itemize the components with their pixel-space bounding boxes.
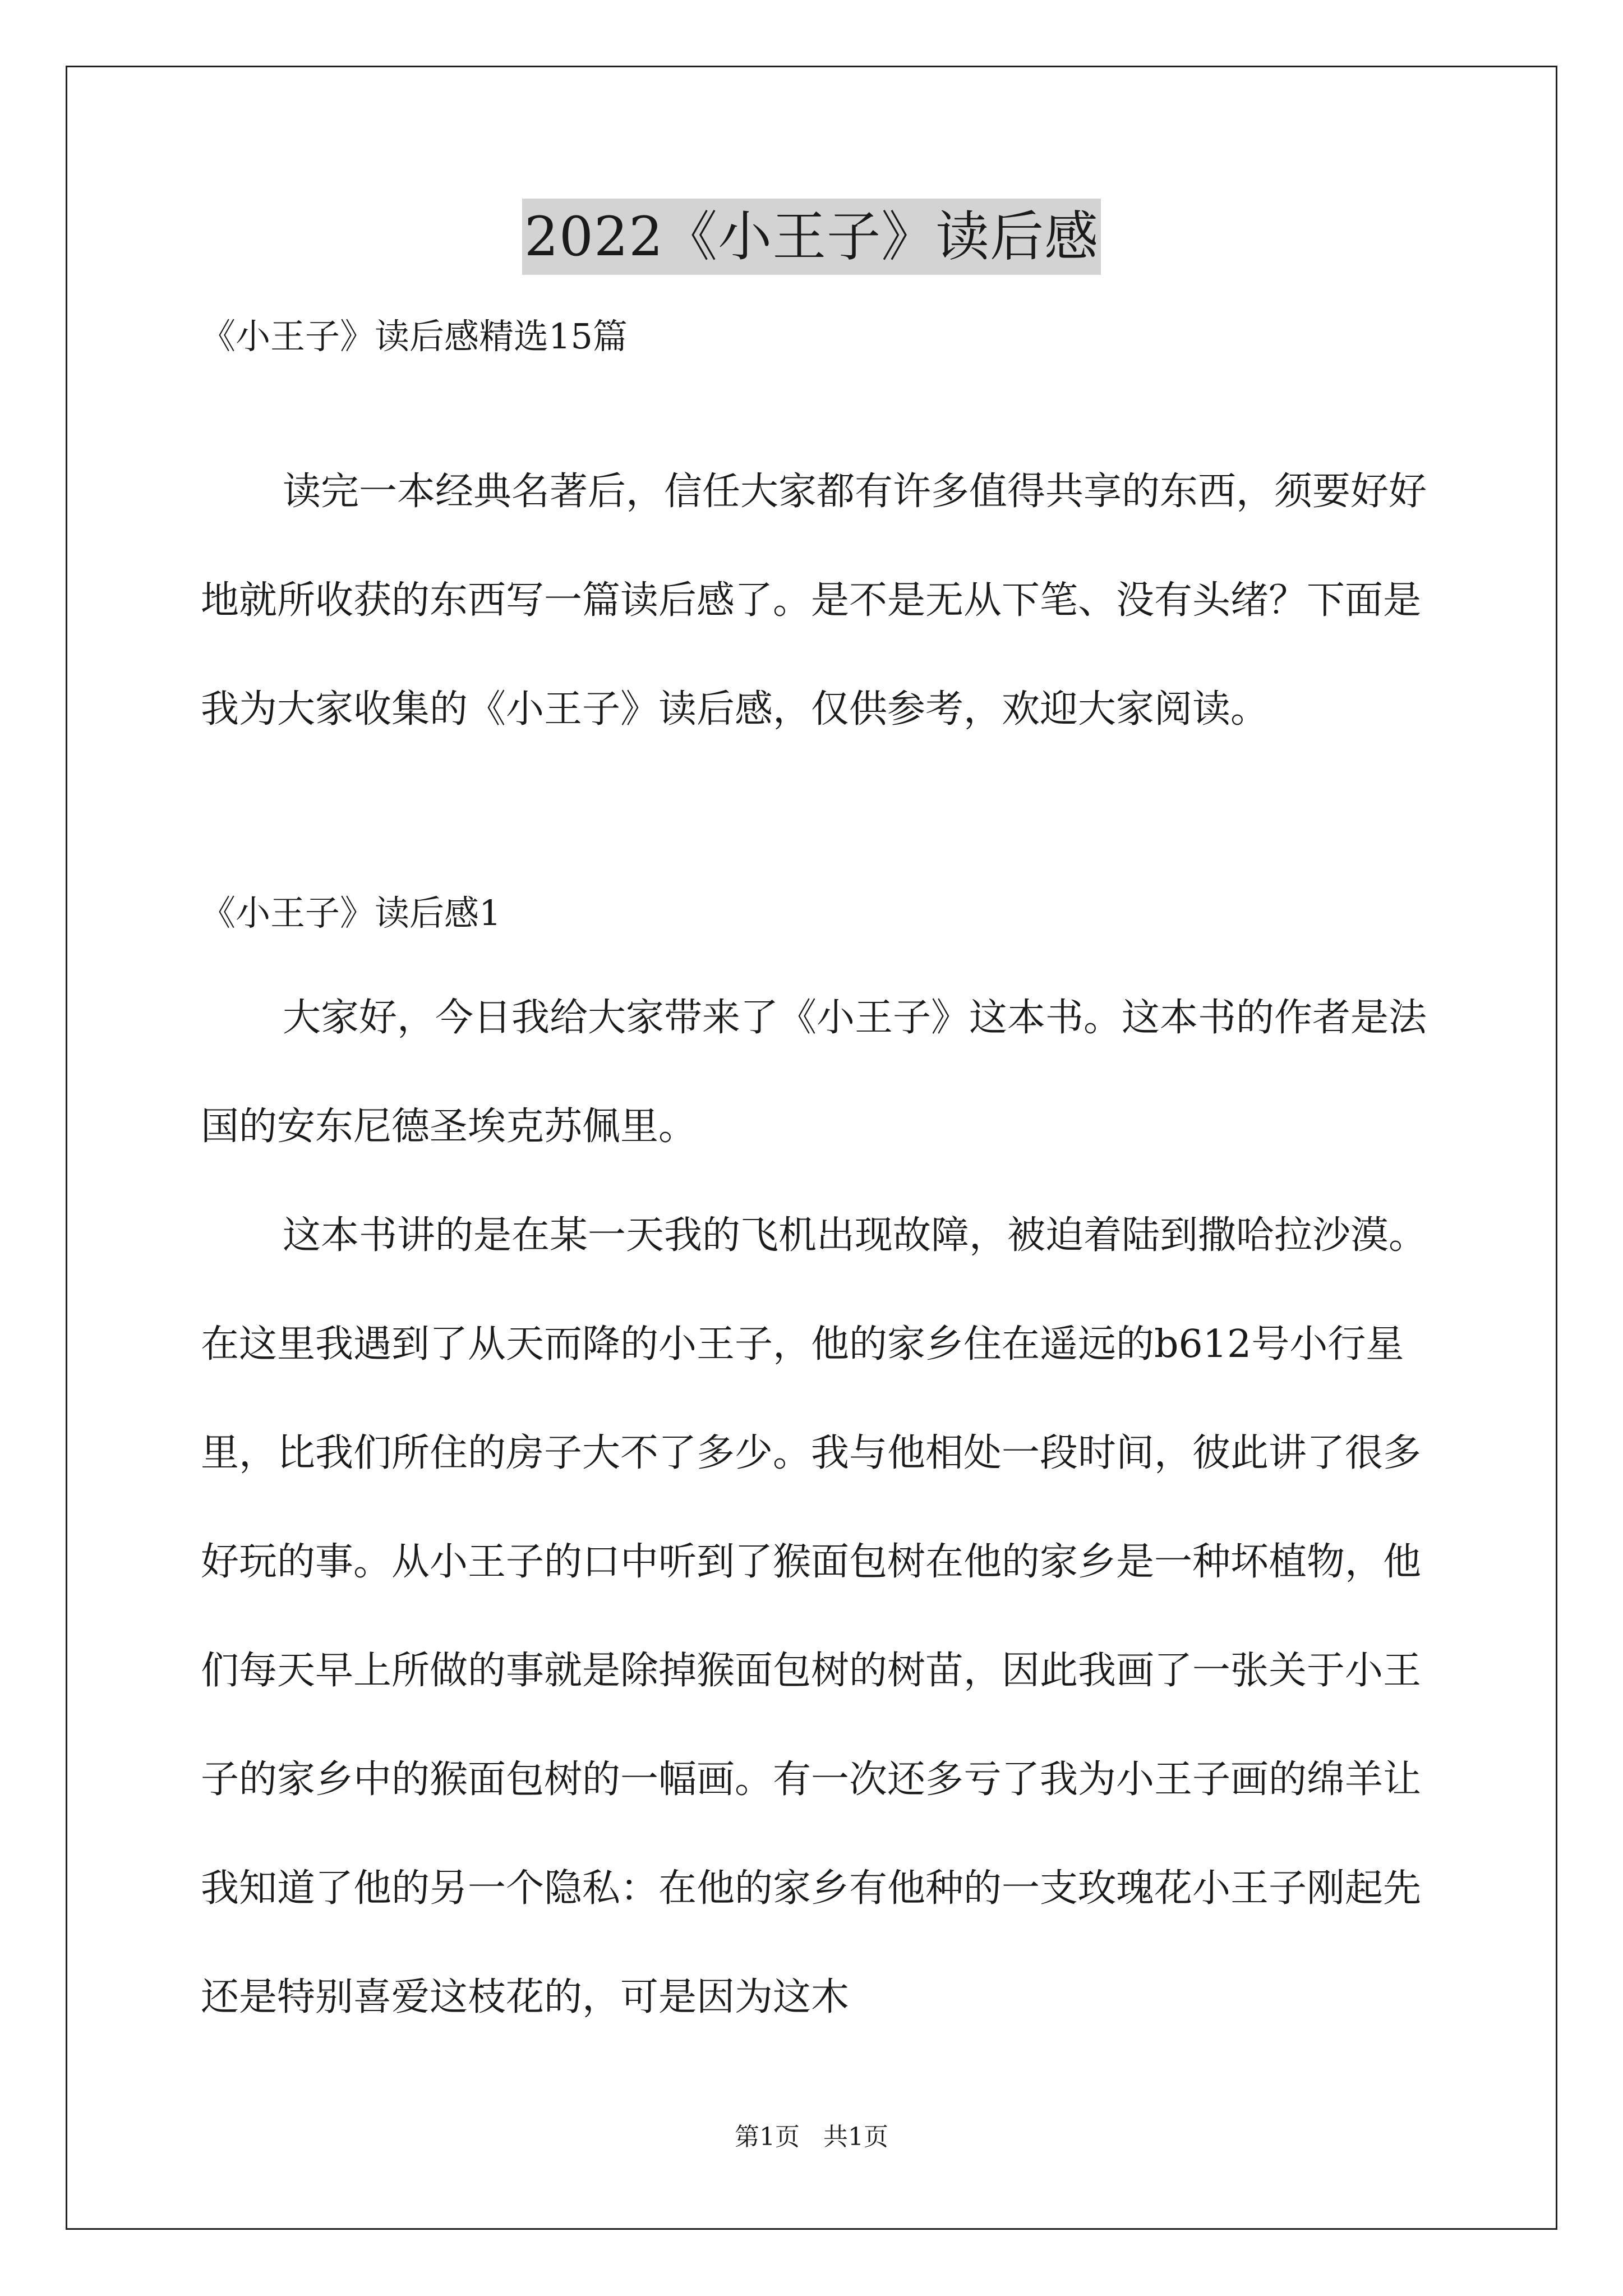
document-title: 2022《小王子》读后感 (522, 199, 1101, 275)
body-paragraph: 这本书讲的是在某一天我的飞机出现故障，被迫着陆到撒哈拉沙漠。在这里我遇到了从天而降的小王子，他的家乡住在遥远的b612号小行星里，比我们所住的房子大不了多少。我与他相处一段时间，彼此讲了很多好玩的事。从小王子的口中听到了猴面包树在他的家乡是一种坏植物，他们每天早上所做的事就是除掉猴面包树的树苗，因此我画了一张关于小王子的家乡中的猴面包树的一幅画。有一次还多亏了我为小王子画的绵羊让我知道了他的另一个隐私：在他的家乡有他种的一支玫瑰花小王子刚起先还是特别喜爱这枝花的，可是因为这木 (201, 1213, 1427, 2019)
section-heading: 《小王子》读后感1 (201, 892, 501, 933)
intro-paragraph: 读完一本经典名著后，信任大家都有许多值得共享的东西，须要好好地就所收获的东西写一篇读后感了。是不是无从下笔、没有头绪？下面是我为大家收集的《小王子》读后感，仅供参考，欢迎大家阅读。 (201, 470, 1427, 731)
body-paragraph: 大家好，今日我给大家带来了《小王子》这本书。这本书的作者是法国的安东尼德圣埃克苏佩里。 (201, 996, 1427, 1149)
document-subtitle: 《小王子》读后感精选15篇 (201, 316, 628, 357)
title-container (0, 199, 1623, 275)
page-number: 第1页 共1页 (735, 2123, 888, 2151)
